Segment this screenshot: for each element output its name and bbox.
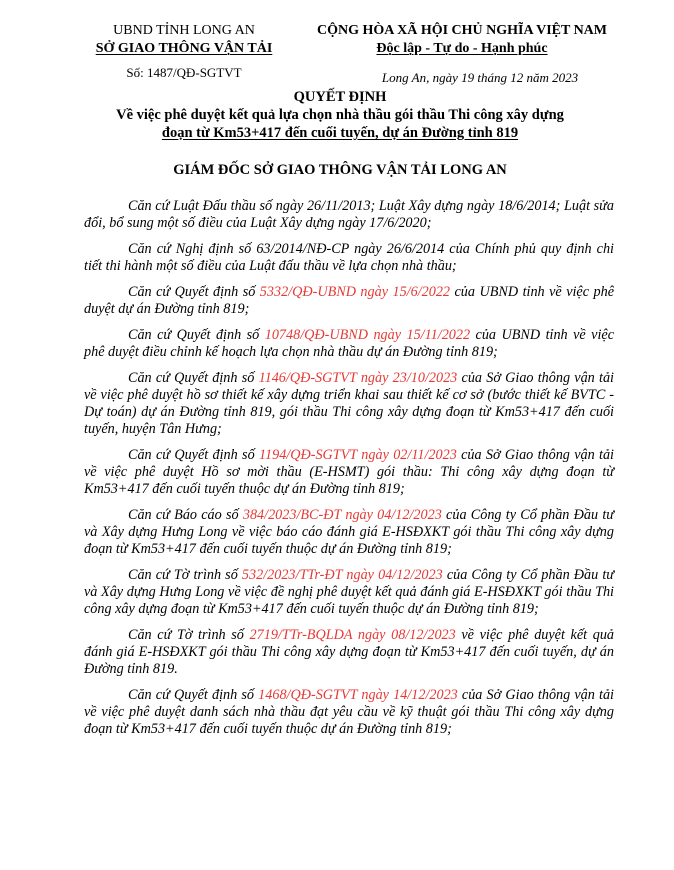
decision-subject-line-1: Về việc phê duyệt kết quả lựa chọn nhà thầu gói thầu Thi công xây dựng: [116, 107, 564, 123]
legal-basis-paragraph: Căn cứ Quyết định số 1146/QĐ-SGTVT ngày 23/10/2023 của Sở Giao thông vận tải về việc phê duyệt hồ sơ thiết kế xây dựng triển khai sau thiết kế cơ sở (bước thiết kế BVTC - Dự toán) dự án Đường tỉnh 819, gói thầu Thi công xây dựng đoạn từ Km53+417 đến cuối tuyến, huyện Tân Hưng;: [84, 370, 614, 437]
legal-basis-paragraph: Căn cứ Nghị định số 63/2014/NĐ-CP ngày 26/6/2014 của Chính phủ quy định chi tiết thi hành một số điều của Luật đấu thầu về lựa chọn nhà thầu;: [84, 241, 614, 274]
reference-number: 2719/TTr-BQLDA ngày 08/12/2023: [249, 627, 456, 643]
legal-basis-paragraph: Căn cứ Tờ trình số 532/2023/TTr-ĐT ngày 04/12/2023 của Công ty Cổ phần Đầu tư và Xây dựng Hưng Long về việc đề nghị phê duyệt kết quả đánh giá E-HSĐXKT gói thầu Thi công xây dựng đoạn từ Km53+417 đến cuối tuyến thuộc dự án Đường tỉnh 819;: [84, 567, 614, 617]
authority-title: GIÁM ĐỐC SỞ GIAO THÔNG VẬN TẢI LONG AN: [173, 162, 507, 178]
national-motto: Độc lập - Tự do - Hạnh phúc: [376, 41, 548, 56]
legal-basis-paragraph: Căn cứ Quyết định số 1468/QĐ-SGTVT ngày 14/12/2023 của Sở Giao thông vận tải về việc phê duyệt danh sách nhà thầu đạt yêu cầu về kỹ thuật gói thầu Thi công xây dựng đoạn từ Km53+417 đến cuối tuyến thuộc dự án Đường tỉnh 819;: [84, 687, 614, 737]
national-heading-block: [292, 22, 632, 58]
reference-number: 10748/QĐ-UBND ngày 15/11/2022: [264, 327, 471, 343]
legal-basis-paragraph: Căn cứ Quyết định số 5332/QĐ-UBND ngày 15/6/2022 của UBND tỉnh về việc phê duyệt dự án Đường tỉnh 819;: [84, 284, 614, 317]
reference-number: 5332/QĐ-UBND ngày 15/6/2022: [259, 284, 451, 300]
legal-basis-paragraph: Căn cứ Quyết định số 10748/QĐ-UBND ngày 15/11/2022 của UBND tỉnh về việc phê duyệt điều chỉnh kế hoạch lựa chọn nhà thầu dự án Đường tỉnh 819;: [84, 327, 615, 360]
legal-basis-paragraph: Căn cứ Tờ trình số 2719/TTr-BQLDA ngày 08/12/2023 về việc phê duyệt kết quả đánh giá E-HSĐXKT gói thầu Thi công xây dựng đoạn từ Km53+417 đến cuối tuyến, dự án Đường tỉnh 819.: [84, 627, 615, 677]
decision-heading: QUYẾT ĐỊNH: [293, 89, 387, 105]
decision-title-block: [60, 88, 620, 142]
reference-number: 532/2023/TTr-ĐT ngày 04/12/2023: [241, 567, 443, 583]
legal-basis-list: [84, 198, 614, 747]
reference-number: 384/2023/BC-ĐT ngày 04/12/2023: [242, 507, 442, 523]
issue-date: Long An, ngày 19 tháng 12 năm 2023: [381, 70, 579, 85]
reference-number: 1146/QĐ-SGTVT ngày 23/10/2023: [258, 370, 458, 386]
legal-basis-paragraph: Căn cứ Luật Đấu thầu số ngày 26/11/2013; Luật Xây dựng ngày 18/6/2014; Luật sửa đổi, bổ sung một số điều của Luật Xây dựng ngày 17/6/2020;: [84, 198, 614, 231]
legal-basis-paragraph: Căn cứ Báo cáo số 384/2023/BC-ĐT ngày 04/12/2023 của Công ty Cổ phần Đầu tư và Xây dựng Hưng Long về việc báo cáo đánh giá E-HSĐXKT gói thầu Thi công xây dựng đoạn từ Km53+417 đến cuối tuyến thuộc dự án Đường tỉnh 819;: [84, 507, 614, 557]
reference-number: 1194/QĐ-SGTVT ngày 02/11/2023: [258, 447, 457, 463]
decision-subject-line-2: đoạn từ Km53+417 đến cuối tuyến, dự án Đường tỉnh 819: [161, 125, 519, 141]
document-number: Số: 1487/QĐ-SGTVT: [126, 65, 242, 80]
reference-number: 1468/QĐ-SGTVT ngày 14/12/2023: [258, 687, 458, 703]
issuing-agency-block: [70, 22, 298, 82]
agency-line-1: UBND TỈNH LONG AN: [113, 23, 255, 38]
agency-line-2: SỞ GIAO THÔNG VẬN TẢI: [95, 41, 273, 56]
nation-name: CỘNG HÒA XÃ HỘI CHỦ NGHĨA VIỆT NAM: [316, 23, 607, 38]
legal-basis-paragraph: Căn cứ Quyết định số 1194/QĐ-SGTVT ngày 02/11/2023 của Sở Giao thông vận tải về việc phê duyệt Hồ sơ mời thầu (E-HSMT) gói thầu: Thi công xây dựng đoạn từ Km53+417 đến cuối tuyến thuộc dự án Đường tỉnh 819;: [84, 447, 614, 497]
